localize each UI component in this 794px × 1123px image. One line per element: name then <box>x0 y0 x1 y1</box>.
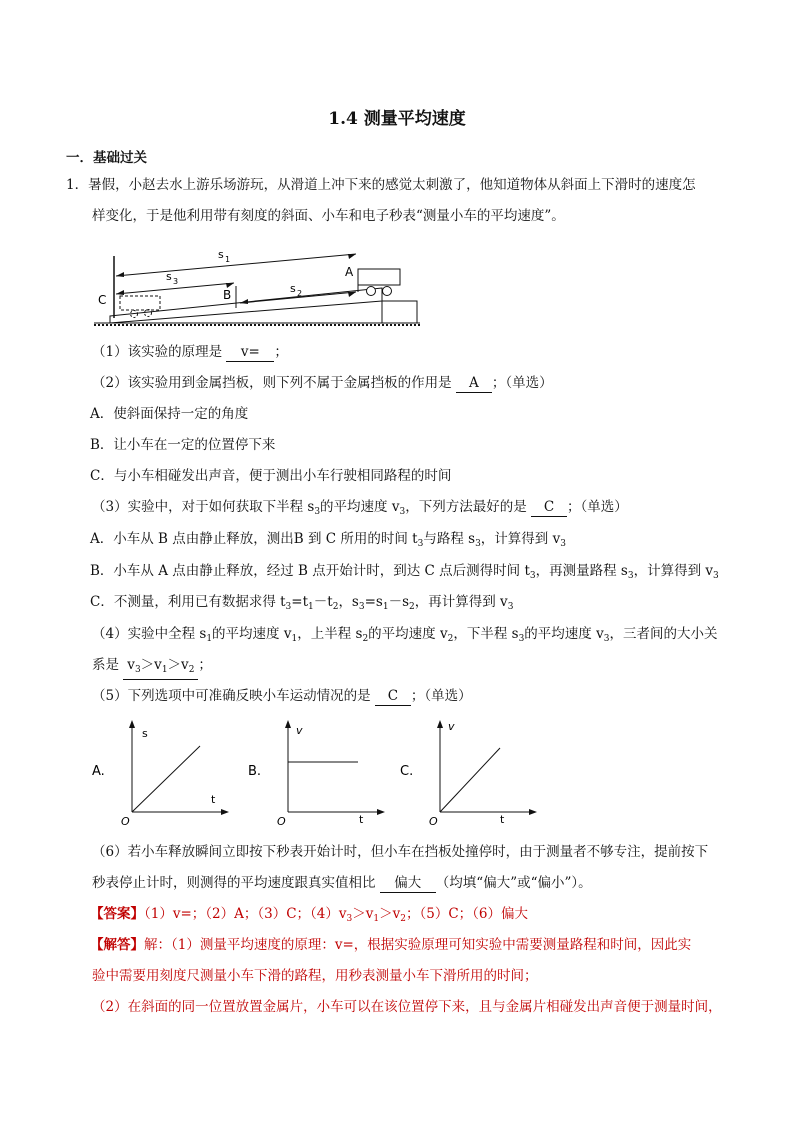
x-arrow <box>221 809 229 815</box>
incline-experiment-figure <box>90 246 430 326</box>
sub: 2 <box>362 634 369 644</box>
question-stem-line-2: 样变化，于是他利用带有刻度的斜面、小车和电子秒表“测量小车的平均速度”。 <box>92 208 565 224</box>
text: 的平均速度 v <box>212 626 292 642</box>
cart-wheel <box>383 287 392 296</box>
section-heading: 一．基础过关 <box>66 150 147 166</box>
graph-option-c <box>398 720 538 830</box>
sub: 2 <box>400 914 406 924</box>
part-3-option-a <box>90 530 566 553</box>
sub: 3 <box>560 539 566 549</box>
cart-ghost-C <box>120 296 160 310</box>
part-2-answer: A <box>456 374 492 393</box>
y-arrow <box>437 720 443 728</box>
analysis-line-2: 验中需要用刻度尺测量小车下滑的路程，用秒表测量小车下滑所用的时间； <box>92 968 538 984</box>
y-label: v <box>296 724 303 737</box>
part-1-post: ； <box>274 344 288 360</box>
graph-label: B. <box>248 764 262 779</box>
part-5-answer: C <box>375 687 411 706</box>
answer-text: ＞v <box>379 906 401 922</box>
sub: 3 <box>475 539 481 549</box>
analysis-line-3: （2）在斜面的同一位置放置金属片，小车可以在该位置停下来，且与金属片相碰发出声音便于测量时间， <box>92 999 722 1015</box>
y-arrow <box>129 720 135 728</box>
sub: 2 <box>409 602 415 612</box>
sub: 3 <box>627 571 634 581</box>
graph-label: A. <box>92 764 105 779</box>
graph-line <box>440 748 500 812</box>
x-label: t <box>211 793 216 806</box>
text: =t <box>291 594 309 610</box>
sub: 2 <box>188 665 195 675</box>
text: ＞v <box>140 657 162 673</box>
part-5-post: ；（单选） <box>410 688 472 704</box>
part-2-text: （2）该实验用到金属挡板，则下列不属于金属挡板的作用是 <box>92 375 452 391</box>
x-label: t <box>500 813 505 826</box>
part-2-option-a: A．使斜面保持一定的角度 <box>90 406 249 422</box>
label-C: C <box>98 293 107 307</box>
sub: 2 <box>447 634 454 644</box>
text: B．小车从 A 点由静止释放，经过 B 点开始计时，到达 C 点后测得时间 t <box>90 563 530 579</box>
part-1-answer: v= <box>226 343 274 362</box>
sub: 3 <box>518 634 525 644</box>
analysis-tag: 【解答】 <box>90 937 144 953</box>
text: －t <box>313 594 333 610</box>
part-4-answer <box>123 656 198 680</box>
text: ； <box>198 657 212 673</box>
part-3 <box>92 498 628 521</box>
part-3-option-c <box>90 593 513 616</box>
sub: 1 <box>206 634 213 644</box>
label-A: A <box>345 265 354 279</box>
sub: 3 <box>358 602 365 612</box>
sub: 3 <box>399 507 406 517</box>
graph-option-b <box>246 720 386 830</box>
origin-label: O <box>429 815 438 828</box>
text: 秒表停止计时，则测得的平均速度跟真实值相比 <box>92 875 376 891</box>
part-3-post: ；（单选） <box>567 499 628 515</box>
x-label: t <box>359 813 364 826</box>
text: =s <box>364 594 383 610</box>
sub: 3 <box>417 539 424 549</box>
text: （4）实验中全程 s <box>92 626 207 642</box>
sub: 3 <box>314 507 321 517</box>
sub: 1 <box>161 665 168 675</box>
label-s3: s <box>166 270 172 283</box>
text: ＞v <box>167 657 189 673</box>
x-arrow <box>377 809 385 815</box>
text: 的平均速度 v <box>368 626 448 642</box>
part-6-line-2 <box>92 874 592 893</box>
part-2-option-b: B．让小车在一定的位置停下来 <box>90 437 276 453</box>
text: ，再计算得到 v <box>414 594 508 610</box>
sub: 1 <box>291 634 298 644</box>
text: A．小车从 B 点由静止释放，测出B 到 C 所用的时间 t <box>90 531 418 547</box>
sub: 3 <box>603 634 610 644</box>
text: C．不测量，利用已有数据求得 t <box>90 594 286 610</box>
analysis-text: 解：（1）测量平均速度的原理：v=，根据实验原理可知实验中需要测量路程和时间，因此实 <box>144 937 692 953</box>
text: ，计算得到 v <box>480 531 561 547</box>
part-3-answer: C <box>531 498 567 517</box>
graph-line <box>132 746 200 812</box>
graph-option-a <box>90 720 230 830</box>
text: （均填“偏大”或“偏小”）。 <box>435 875 592 891</box>
answer-line <box>90 905 528 928</box>
part-3-text: ，下列方法最好的是 <box>405 499 527 515</box>
part-2-post: ；（单选） <box>491 375 553 391</box>
part-1-text: （1）该实验的原理是 <box>92 344 223 360</box>
part-3-option-b <box>90 562 719 585</box>
answer-text: ；（5）C；（6）偏大 <box>405 906 528 922</box>
x-arrow <box>529 809 537 815</box>
text: ，三者间的大小关 <box>609 626 718 642</box>
part-4-line-2 <box>92 656 212 680</box>
label-B: B <box>223 288 232 302</box>
answer-text: ＞v <box>352 906 374 922</box>
sub: 1 <box>382 602 389 612</box>
part-1 <box>92 343 288 362</box>
text: －s <box>388 594 410 610</box>
text: 与路程 s <box>423 531 476 547</box>
part-4-line-1 <box>92 625 717 648</box>
sub: 2 <box>332 602 339 612</box>
label-s2: s <box>290 282 296 295</box>
y-label: v <box>448 720 455 733</box>
cart-wheel <box>367 287 376 296</box>
text: ，计算得到 v <box>633 563 714 579</box>
text: ，再测量路程 s <box>535 563 628 579</box>
arrow-s1 <box>116 254 356 276</box>
text: 的平均速度 v <box>524 626 604 642</box>
sub: 1 <box>373 914 380 924</box>
text: v <box>127 657 135 673</box>
answer-text: （1）v=；（2）A；（3）C；（4）v <box>144 906 347 922</box>
part-2-option-c: C．与小车相碰发出声音，便于测出小车行驶相同路程的时间 <box>90 468 452 484</box>
part-3-text: 的平均速度 v <box>320 499 400 515</box>
part-3-text: （3）实验中，对于如何获取下半程 s <box>92 499 315 515</box>
sub: 3 <box>713 571 719 581</box>
label-s1: s <box>218 248 224 261</box>
answer-tag: 【答案】 <box>90 906 144 922</box>
origin-label: O <box>277 815 286 828</box>
part-5-text: （5）下列选项中可准确反映小车运动情况的是 <box>92 688 371 704</box>
sub: 1 <box>308 602 314 612</box>
sub: 3 <box>346 914 353 924</box>
support-block <box>382 301 417 323</box>
text: ，下半程 s <box>453 626 519 642</box>
text: ，上半程 s <box>297 626 363 642</box>
label-s1-sub: 1 <box>225 255 231 264</box>
arrow-head <box>348 254 356 259</box>
origin-label: O <box>121 815 130 828</box>
part-2 <box>92 374 553 393</box>
sub: 3 <box>507 602 514 612</box>
part-6-answer: 偏大 <box>380 874 436 893</box>
y-arrow <box>285 720 291 728</box>
sub: 3 <box>285 602 292 612</box>
text: 系是 <box>92 657 119 673</box>
y-label: s <box>142 727 148 740</box>
sub: 3 <box>529 571 536 581</box>
analysis-line-1 <box>90 936 691 954</box>
sub: 3 <box>134 665 141 675</box>
text: ，s <box>338 594 359 610</box>
page-title: 1.4 测量平均速度 <box>328 109 466 129</box>
question-stem-line-1: 1．暑假，小赵去水上游乐场游玩，从滑道上冲下来的感觉太刺激了，他知道物体从斜面上下滑时的速度怎 <box>66 177 696 193</box>
label-s3-sub: 3 <box>173 277 179 286</box>
part-5 <box>92 687 472 706</box>
graph-label: C. <box>400 764 414 779</box>
part-6-line-1: （6）若小车释放瞬间立即按下秒表开始计时，但小车在挡板处撞停时，由于测量者不够专注，提前按下 <box>92 844 709 860</box>
label-s2-sub: 2 <box>297 289 303 298</box>
cart-body-A <box>358 269 400 285</box>
